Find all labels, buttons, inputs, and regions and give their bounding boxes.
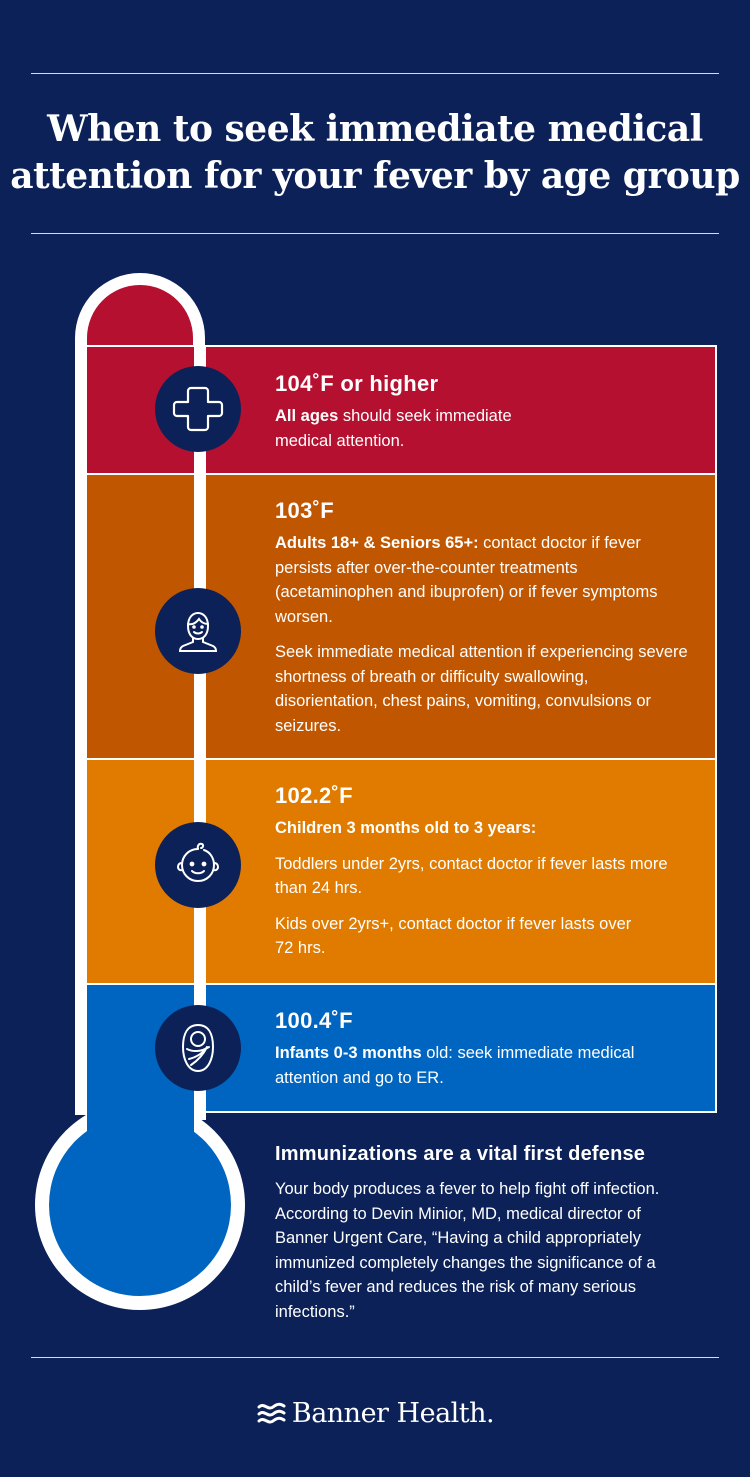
- swaddled-infant-icon: [155, 1005, 241, 1091]
- thermometer-bulb: [49, 1114, 231, 1296]
- title-line-2: attention for your fever by age group: [10, 155, 740, 197]
- banner-waves-icon: [256, 1400, 286, 1428]
- level-group: Children 3 months old to 3 years:: [275, 819, 537, 837]
- level-toddlers: Toddlers under 2yrs, contact doctor if fever lasts more than 24 hrs.: [275, 854, 668, 897]
- title-line-1: When to seek immediate medical: [47, 108, 703, 150]
- level-warning: Seek immediate medical attention if experiencing severe shortness of breath or difficulty swallowing, disorientation, chest pains, vomiting, convulsions or seizures.: [275, 643, 688, 735]
- level-kids: Kids over 2yrs+, contact doctor if fever lasts over 72 hrs.: [275, 914, 632, 957]
- temp-label: 104˚F or higher: [275, 371, 439, 396]
- brand-name: Banner Health.: [291, 1398, 495, 1429]
- temp-label: 103˚F: [275, 498, 334, 523]
- page-title: [0, 106, 750, 200]
- thermometer-neck: [87, 1095, 194, 1135]
- level-102: [275, 782, 695, 972]
- temp-label: 102.2˚F: [275, 783, 353, 808]
- immunization-heading: Immunizations are a vital first defense: [275, 1143, 646, 1165]
- level-description: Infants 0-3 months old: seek immediate medical attention and go to ER.: [275, 1044, 635, 1087]
- immunization-body: Your body produces a fever to help fight off infection. According to Devin Minior, MD, medical director of Banner Urgent Care, “Having a child appropriately immunized completely changes the significance of a child’s fever and reduces the risk of many serious infections.”: [275, 1180, 660, 1321]
- level-100: [275, 1007, 695, 1101]
- footer-divider: [31, 1357, 719, 1358]
- level-description: Adults 18+ & Seniors 65+: contact doctor if fever persists after over-the-counter treatments (acetaminophen and ibuprofen) or if fever symptoms worsen.: [275, 534, 658, 626]
- level-103: [275, 497, 695, 749]
- title-divider: [31, 233, 719, 234]
- temp-label: 100.4˚F: [275, 1008, 353, 1033]
- adult-person-icon: [155, 588, 241, 674]
- immunization-section: [275, 1141, 690, 1335]
- top-divider: [31, 73, 719, 74]
- medical-cross-icon: [155, 366, 241, 452]
- thermometer-left-wall: [75, 345, 87, 1115]
- level-104: [275, 370, 695, 464]
- level-description: All ages should seek immediate medical attention.: [275, 407, 512, 450]
- child-face-icon: [155, 822, 241, 908]
- thermometer-stem: [194, 345, 206, 1120]
- banner-health-logo: [0, 1398, 750, 1429]
